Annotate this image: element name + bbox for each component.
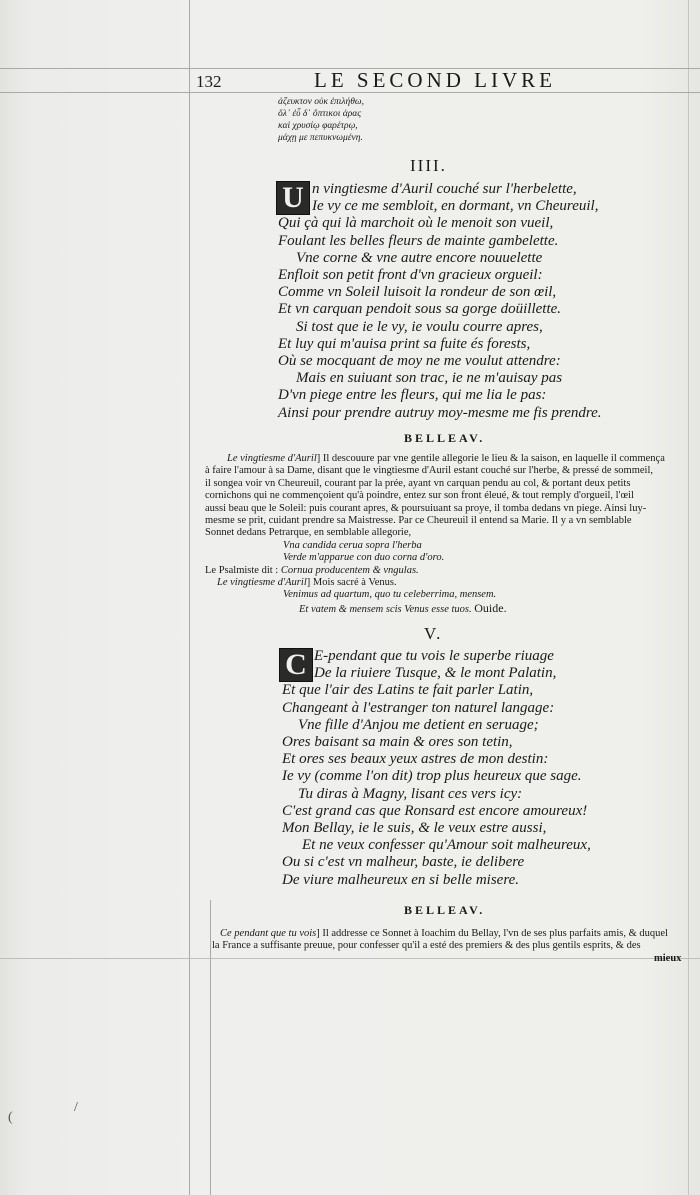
commentary-line xyxy=(205,577,665,589)
sonnet-4-number: IIII. xyxy=(410,156,447,175)
greek-line: ὅλ᾽ ἐὖ δ᾽ ὄπτικοι ἀρας xyxy=(278,109,362,119)
commentary-line: à faire l'amour à sa Dame, disant que le vingtiesme d'Auril estant couché sur l'herbe, & pressé de sommeil, xyxy=(205,465,653,477)
verse-line: Changeant à l'estranger ton naturel langage: xyxy=(282,699,555,716)
rule-lower xyxy=(0,958,700,959)
verse-line: De viure malheureux en si belle misere. xyxy=(282,871,520,888)
verse-line: Ores baisant sa main & ores son tetin, xyxy=(282,734,513,751)
psalmist-label: Le Psalmiste dit : xyxy=(205,564,279,576)
greek-line: ἀζευκτον οὐκ ἐπιλήθω, xyxy=(278,97,365,107)
petrarch-quote-line: Vna candida cerua sopra l'herba xyxy=(283,539,422,551)
verse-line: n vingtiesme d'Auril couché sur l'herbelette, xyxy=(312,181,577,197)
verse-line: Foulant les belles fleurs de mainte gambelette. xyxy=(278,232,559,249)
verse-line: C'est grand cas que Ronsard est encore amoureux! xyxy=(282,802,588,819)
commentary-line xyxy=(205,453,665,465)
verse-line: Mais en suiuant son trac, ie ne m'auisay pas xyxy=(296,370,563,387)
sonnet-5-text xyxy=(282,648,591,889)
psalmist-line xyxy=(205,565,665,577)
verse-line: D'vn piege entre les fleurs, qui me lia le pas: xyxy=(278,387,547,404)
verse-line: Et vn carquan pendoit sous sa gorge doüillette. xyxy=(278,301,562,318)
psalmist-quote: Cornua producentem & vngulas. xyxy=(280,564,419,576)
ovid-attribution: Ouide. xyxy=(474,600,507,615)
fold-line-left xyxy=(189,0,190,1195)
commentary-text: ] Il descouure par vne gentile allegorie le lieu & la saison, en laquelle il commença xyxy=(316,453,665,464)
lemma: Le vingtiesme d'Auril xyxy=(217,577,307,589)
commentary-line: cornichons qui ne commençoient qu'à poindre, entez sur son front éleué, & tout remply d'orgueil, l'œil xyxy=(205,490,634,502)
verse-line: Vne corne & vne autre encore nouuelette xyxy=(296,249,543,266)
belleau-heading-4: BELLEAV. xyxy=(404,431,486,445)
commentary-line: Sonnet dedans Petrarque, en semblable allegorie, xyxy=(205,527,412,539)
commentary-line: la France a suffisante preuue, pour confesser qu'il a esté des premiers & des plus gentils esprits, & des xyxy=(212,940,641,952)
sonnet-5-number: V. xyxy=(424,624,443,643)
commentary-line: aussi beau que le Soleil: puis courant apres, & poursuiuant sa proye, il tomba dedans vn piege. Ainsi luy- xyxy=(205,502,647,514)
lemma: Le vingtiesme d'Auril xyxy=(227,453,317,464)
running-head-title: LE SECOND LIVRE xyxy=(314,68,556,92)
stray-mark-slash: / xyxy=(74,1100,78,1115)
verse-line: Et ores ses beaux yeux astres de mon destin: xyxy=(282,751,549,768)
verse-line: Vne fille d'Anjou me detient en seruage; xyxy=(298,716,539,733)
verse-line: Ou si c'est vn malheur, baste, ie delibere xyxy=(282,854,525,871)
sonnet-5-drop-cap: C xyxy=(279,648,313,682)
verse-line: Si tost que ie le vy, ie voulu courre apres, xyxy=(296,318,543,335)
verse-line: Ainsi pour prendre autruy moy-mesme me fis prendre. xyxy=(278,404,602,421)
greek-line: μάχῃ με πεπυκνωμένη. xyxy=(278,133,363,143)
commentary-line: il songea voir vn Cheureuil, courant par la prée, ayant vn carquan pendu au col, & portant deux petits xyxy=(205,477,631,489)
ovid-quote-text: Et vatem & mensem scis Venus esse tuos. xyxy=(299,603,472,615)
verse-line: Mon Bellay, ie le suis, & le veux estre aussi, xyxy=(282,820,547,837)
verse-line: Tu diras à Magny, lisant ces vers icy: xyxy=(298,785,523,802)
verse-line: E-pendant que tu vois le superbe riuage xyxy=(314,648,554,664)
running-header xyxy=(196,68,696,96)
verse-line: Enfloit son petit front d'vn gracieux orgueil: xyxy=(278,267,543,284)
commentary-line xyxy=(212,928,668,940)
fold-line-left-lower xyxy=(210,900,211,1195)
verse-line: Ie vy (comme l'on dit) trop plus heureux que sage. xyxy=(282,768,582,785)
verse-line: Et que l'air des Latins te fait parler Latin, xyxy=(282,682,534,699)
ovid-quote-line: Venimus ad quartum, quo tu celeberrima, mensem. xyxy=(283,589,497,601)
ovid-quote-line xyxy=(205,602,665,616)
sonnet-4-text xyxy=(278,181,602,422)
verse-line: Qui çà qui là marchoit où le menoit son vueil, xyxy=(278,215,554,232)
greek-quote xyxy=(278,96,364,144)
belleau-commentary-4 xyxy=(205,453,665,616)
commentary-text: ] Mois sacré à Venus. xyxy=(306,577,397,589)
verse-line: Et luy qui m'auisa print sa fuite és forests, xyxy=(278,335,531,352)
verse-line: De la riuiere Tusque, & le mont Palatin, xyxy=(314,665,557,682)
catchword: mieux xyxy=(654,953,682,964)
verse-line: Ie vy ce me sembloit, en dormant, vn Cheureuil, xyxy=(312,198,599,215)
belleau-heading-5: BELLEAV. xyxy=(404,903,486,917)
fold-line-right xyxy=(688,0,689,1195)
verse-line: Comme vn Soleil luisoit la rondeur de son œil, xyxy=(278,284,557,301)
belleau-commentary-5 xyxy=(212,928,668,953)
commentary-text: ] Il addresse ce Sonnet à Ioachim du Bellay, l'vn de ses plus parfaits amis, & duquel xyxy=(316,928,668,939)
verse-line: Et ne veux confesser qu'Amour soit malheureux, xyxy=(302,837,591,854)
lemma: Ce pendant que tu vois xyxy=(220,928,317,939)
verse-line: Où se mocquant de moy ne me voulut attendre: xyxy=(278,353,561,370)
stray-mark-left: ( xyxy=(8,1110,13,1125)
sonnet-4-drop-cap: U xyxy=(276,181,310,215)
page-number: 132 xyxy=(196,72,222,91)
petrarch-quote-line: Verde m'apparue con duo corna d'oro. xyxy=(283,552,445,564)
greek-line: καὶ χρυσίῳ φαρέτρῳ, xyxy=(278,121,358,131)
commentary-line: mesme se prit, cuidant prendre sa Maistresse. Par ce Cheureuil il entend sa Marie. Il y a vn semblable xyxy=(205,515,632,527)
